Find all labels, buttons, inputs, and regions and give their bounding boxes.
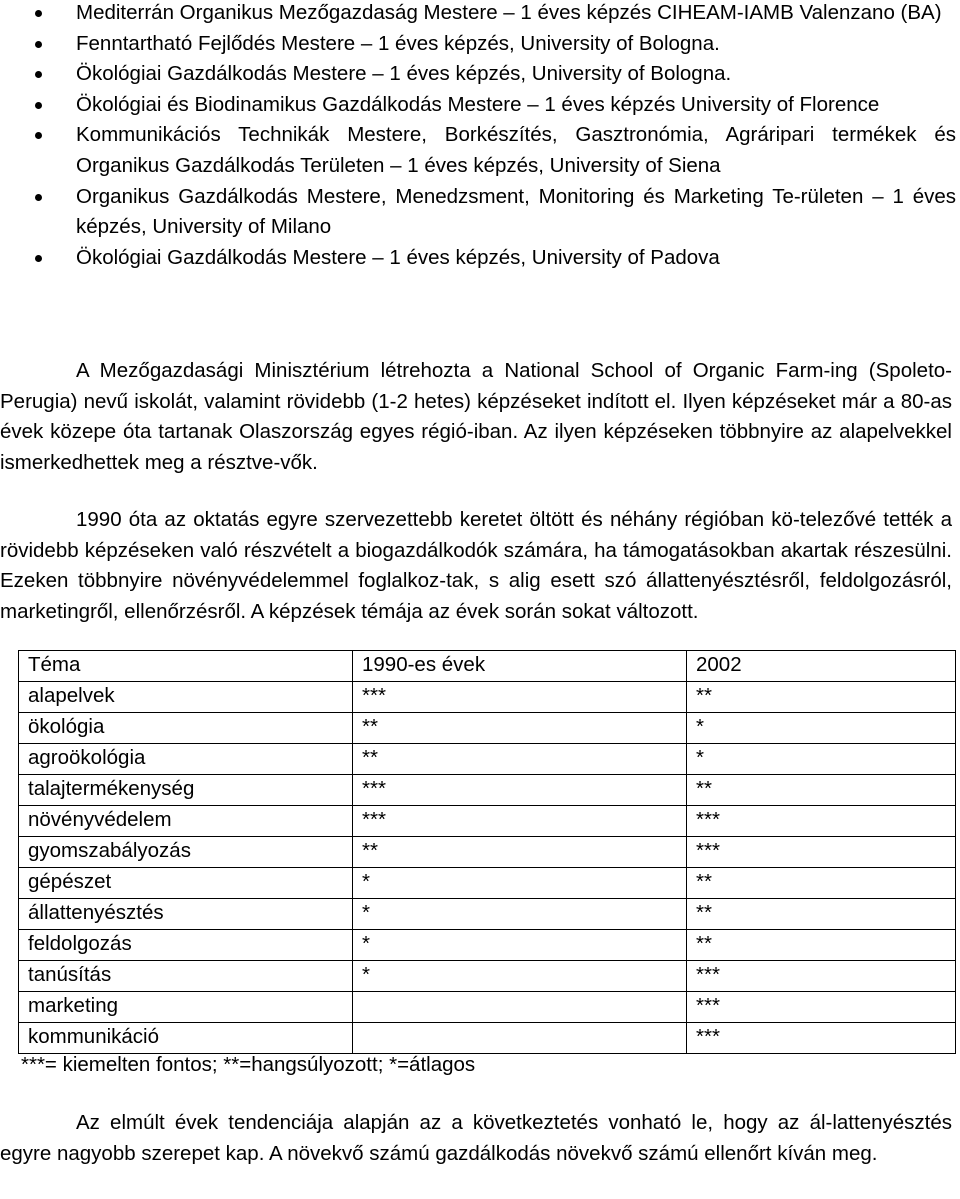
table-cell: *** — [353, 775, 687, 806]
list-item-text: Organikus Gazdálkodás Mestere, Menedzsment, Monitoring és Marketing Te-rületen – 1 éves képzés, University of Milano — [76, 184, 956, 239]
list-item-text: Ökológiai és Biodinamikus Gazdálkodás Mestere – 1 éves képzés University of Florence — [76, 92, 880, 116]
list-item-text: Mediterrán Organikus Mezőgazdaság Mestere – 1 éves képzés CIHEAM-IAMB Valenzano (BA) — [76, 1, 942, 24]
table-cell: *** — [687, 1023, 956, 1054]
paragraph-ministry — [0, 356, 952, 478]
table-legend: ***= kiemelten fontos; **=hangsúlyozott; *=átlagos — [21, 1053, 476, 1076]
table-row — [19, 899, 956, 930]
list-item — [0, 0, 960, 29]
table-cell: agroökológia — [19, 744, 353, 775]
table-row — [19, 1023, 956, 1054]
table-cell: ** — [687, 682, 956, 713]
table-cell: * — [353, 899, 687, 930]
table-row — [19, 682, 956, 713]
list-item — [0, 120, 960, 181]
bullet-icon — [35, 41, 42, 48]
column-header: 2002 — [687, 651, 956, 682]
table-cell: tanúsítás — [19, 961, 353, 992]
table-row — [19, 930, 956, 961]
table-cell: alapelvek — [19, 682, 353, 713]
list-item — [0, 243, 960, 274]
table-row — [19, 837, 956, 868]
table-cell: *** — [353, 682, 687, 713]
list-item — [0, 59, 960, 90]
list-item — [0, 90, 960, 121]
table-row — [19, 992, 956, 1023]
bullet-icon — [35, 255, 42, 262]
bullet-icon — [35, 10, 42, 17]
bullet-icon — [35, 194, 42, 201]
topics-table — [18, 650, 956, 1054]
table-cell: talajtermékenység — [19, 775, 353, 806]
paragraph-text: Az elmúlt évek tendenciája alapján az a következtetés vonható le, hogy az ál-lattenyésztés egyre nagyobb szerepet kap. A növekvő számú gazdálkodás növekvő számú ellenőrt kíván meg. — [0, 1111, 952, 1165]
table-row — [19, 713, 956, 744]
table-cell: marketing — [19, 992, 353, 1023]
table-cell: * — [687, 744, 956, 775]
table-cell: gyomszabályozás — [19, 837, 353, 868]
table-cell: állattenyésztés — [19, 899, 353, 930]
list-item-text: Kommunikációs Technikák Mestere, Borkészítés, Gasztronómia, Agráripari termékek és Organikus Gazdálkodás Területen – 1 éves képzés, University of Siena — [76, 123, 956, 177]
table-cell: *** — [687, 992, 956, 1023]
paragraph-text: A Mezőgazdasági Minisztérium létrehozta a National School of Organic Farm-ing (Spoleto-Perugia) nevű iskolát, valamint rövidebb (1-2 hetes) képzéseket indított el. Ilyen képzéseket már a 80-as évek közepe óta tartanak Olaszország egyes régió-iban. Az ilyen képzéseken többnyire az alapelvekkel ismerkedhettek meg a résztve-vők. — [0, 359, 952, 474]
list-item-text: Fenntartható Fejlődés Mestere – 1 éves képzés, University of Bologna. — [76, 31, 720, 55]
program-list — [0, 0, 960, 273]
column-header: 1990-es évek — [353, 651, 687, 682]
table-cell: kommunikáció — [19, 1023, 353, 1054]
list-item — [0, 182, 960, 243]
table-cell: ** — [687, 899, 956, 930]
table-cell: ** — [687, 775, 956, 806]
paragraph-1990 — [0, 505, 952, 627]
table-cell: *** — [687, 961, 956, 992]
table-cell: *** — [353, 806, 687, 837]
table-cell: ökológia — [19, 713, 353, 744]
table-row — [19, 961, 956, 992]
table-cell: *** — [687, 837, 956, 868]
table-cell: *** — [687, 806, 956, 837]
table-row — [19, 775, 956, 806]
table-cell: ** — [353, 744, 687, 775]
table-header-row — [19, 651, 956, 682]
list-item-text: Ökológiai Gazdálkodás Mestere – 1 éves képzés, University of Padova — [76, 245, 720, 269]
table-cell: ** — [353, 713, 687, 744]
paragraph-text: 1990 óta az oktatás egyre szervezettebb keretet öltött és néhány régióban kö-telezővé tették a rövidebb képzéseken való részvételt a biogazdálkodók számára, ha támogatásokban akartak részesülni. Ezeken többnyire növényvédelemmel foglalkoz-tak, s alig esett szó állattenyésztésről, feldolgozásról, marketingről, ellenőrzésről. A képzések témája az évek során sokat változott. — [0, 508, 952, 623]
table-cell — [353, 1023, 687, 1054]
list-item-text: Ökológiai Gazdálkodás Mestere – 1 éves képzés, University of Bologna. — [76, 62, 732, 86]
table-row — [19, 868, 956, 899]
table-cell: * — [353, 930, 687, 961]
bullet-icon — [35, 102, 42, 109]
table-cell: növényvédelem — [19, 806, 353, 837]
table-cell: * — [687, 713, 956, 744]
list-item — [0, 29, 960, 60]
column-header: Téma — [19, 651, 353, 682]
bullet-icon — [35, 132, 42, 139]
table-cell: * — [353, 868, 687, 899]
table-cell: feldolgozás — [19, 930, 353, 961]
table-cell: ** — [687, 868, 956, 899]
table-cell: gépészet — [19, 868, 353, 899]
table-cell: ** — [687, 930, 956, 961]
table-cell: ** — [353, 837, 687, 868]
table-cell: * — [353, 961, 687, 992]
paragraph-conclusion — [0, 1108, 952, 1169]
bullet-icon — [35, 71, 42, 78]
table-row — [19, 744, 956, 775]
table-cell — [353, 992, 687, 1023]
table-row — [19, 806, 956, 837]
